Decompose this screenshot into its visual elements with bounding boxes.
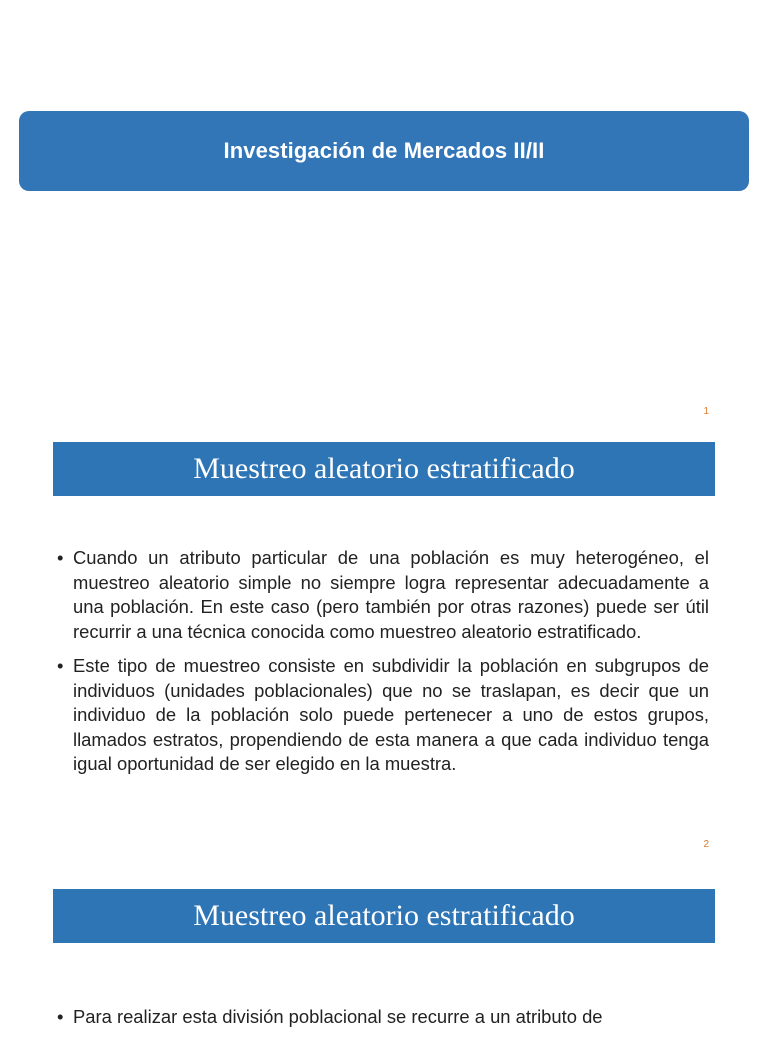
slide-2-bullet-list bbox=[57, 546, 709, 787]
bullet-icon: • bbox=[57, 655, 64, 676]
slide-3-title: Muestreo aleatorio estratificado bbox=[193, 899, 575, 932]
bullet-text: Este tipo de muestreo consiste en subdividir la población en subgrupos de individuos (unidades poblacionales) que no se traslapan, es decir que un individuo de la población solo puede pertenecer a uno de estos grupos, llamados estratos, propendiendo de esta manera a que cada individuo tenga igual oportunidad de ser elegido en la muestra. bbox=[73, 655, 709, 774]
page-number-1: 1 bbox=[703, 406, 709, 417]
page-number-2: 2 bbox=[703, 839, 709, 850]
slide-2-title: Muestreo aleatorio estratificado bbox=[193, 452, 575, 485]
bullet-item bbox=[57, 1005, 709, 1030]
slide-2-title-bar bbox=[53, 442, 715, 496]
bullet-item bbox=[57, 546, 709, 644]
bullet-text: Cuando un atributo particular de una población es muy heterogéneo, el muestreo aleatorio simple no siempre logra representar adecuadamente a una población. En este caso (pero también por otras razones) puede ser útil recurrir a una técnica conocida como muestreo aleatorio estratificado. bbox=[73, 547, 709, 642]
bullet-text: Para realizar esta división poblacional se recurre a un atributo de bbox=[73, 1006, 603, 1027]
slide-3-title-bar bbox=[53, 889, 715, 943]
slide-3-bullet-list bbox=[57, 1005, 709, 1040]
document-title-banner bbox=[19, 111, 749, 191]
bullet-item bbox=[57, 654, 709, 777]
document-title: Investigación de Mercados II/II bbox=[223, 138, 545, 163]
bullet-icon: • bbox=[57, 1006, 64, 1027]
bullet-icon: • bbox=[57, 547, 64, 568]
